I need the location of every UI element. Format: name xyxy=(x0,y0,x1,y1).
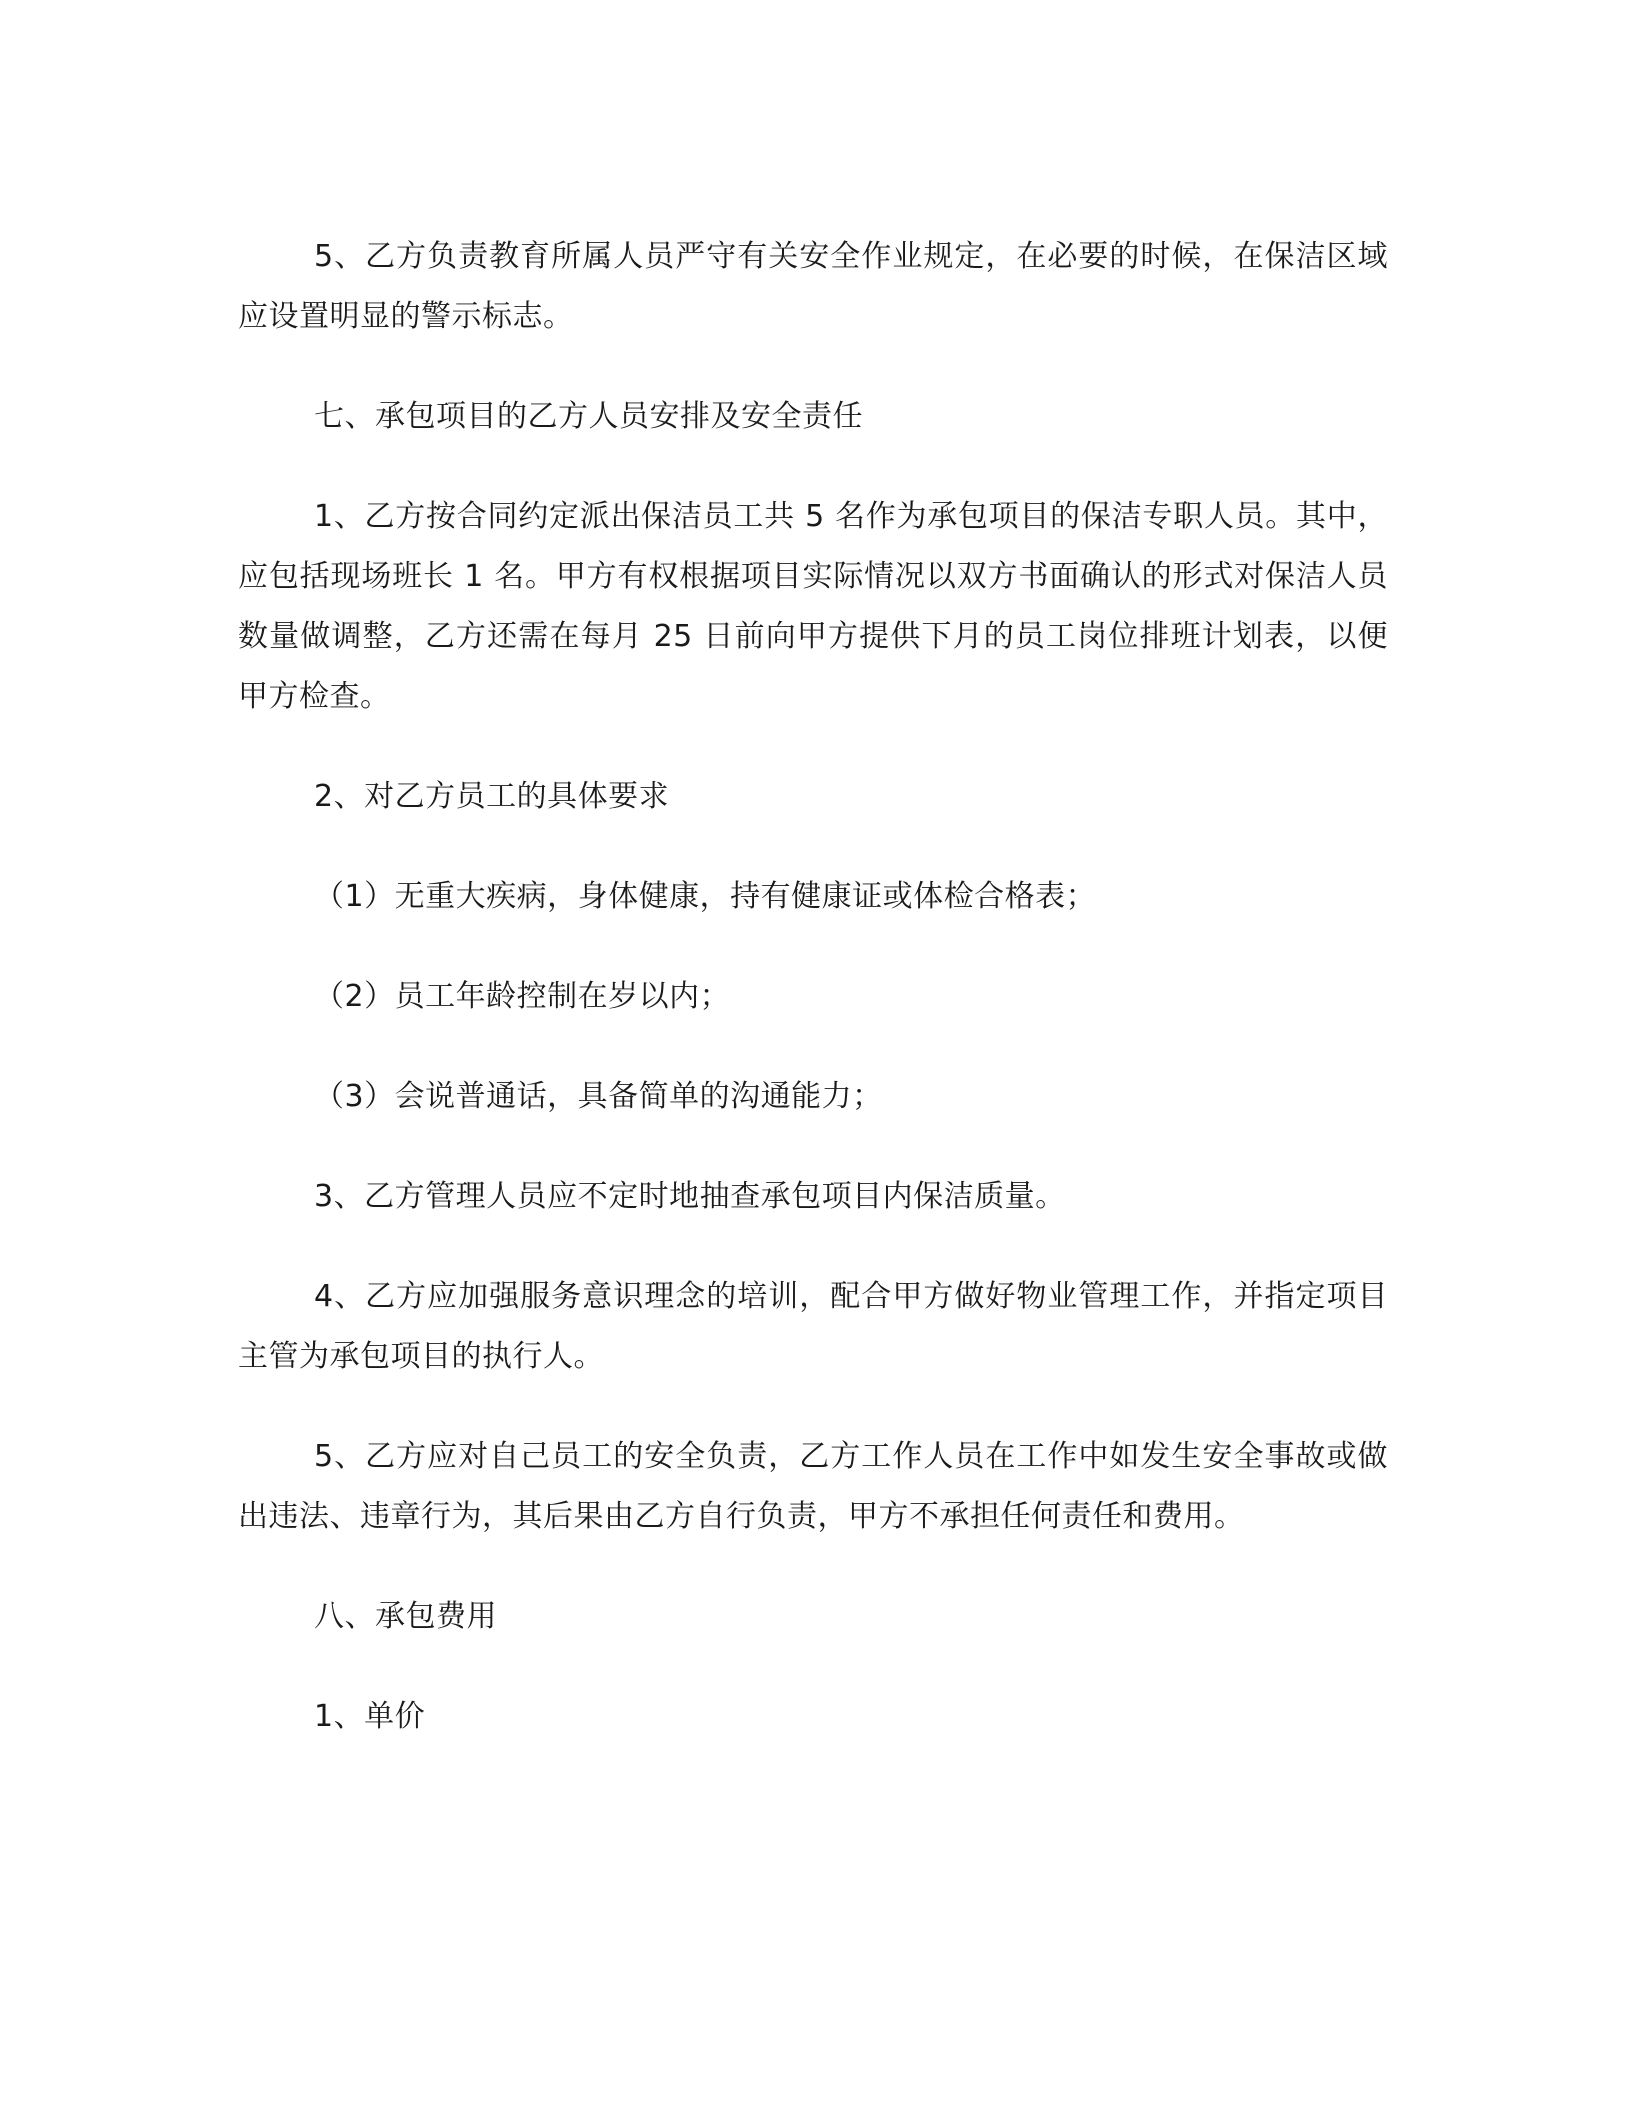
paragraph-staff-assignment: 1、乙方按合同约定派出保洁员工共 5 名作为承包项目的保洁专职人员。其中，应包括现场班长 1 名。甲方有权根据项目实际情况以双方书面确认的形式对保洁人员数量做调整，乙方还需在每月 25 日前向甲方提供下月的员工岗位排班计划表，以便甲方检查。 xyxy=(238,499,1388,714)
paragraph-safety-responsibility: 5、乙方应对自己员工的安全负责，乙方工作人员在工作中如发生安全事故或做出违法、违章行为，其后果由乙方自行负责，甲方不承担任何责任和费用。 xyxy=(238,1439,1388,1534)
list-item-mandarin: （3）会说普通话，具备简单的沟通能力； xyxy=(314,1079,883,1114)
paragraph-quality-check: 3、乙方管理人员应不定时地抽查承包项目内保洁质量。 xyxy=(314,1179,1066,1214)
paragraph-staff-requirements: 2、对乙方员工的具体要求 xyxy=(314,779,670,814)
paragraph-service-training: 4、乙方应加强服务意识理念的培训，配合甲方做好物业管理工作，并指定项目主管为承包项目的执行人。 xyxy=(238,1279,1388,1374)
section-heading-7: 七、承包项目的乙方人员安排及安全责任 xyxy=(314,399,863,434)
section-heading-8: 八、承包费用 xyxy=(314,1599,497,1634)
paragraph-safety-warning: 5、乙方负责教育所属人员严守有关安全作业规定，在必要的时候，在保洁区域应设置明显的警示标志。 xyxy=(238,239,1388,334)
list-item-health: （1）无重大疾病，身体健康，持有健康证或体检合格表； xyxy=(314,879,1097,914)
paragraph-unit-price: 1、单价 xyxy=(314,1699,426,1734)
list-item-age: （2）员工年龄控制在岁以内； xyxy=(314,979,731,1014)
